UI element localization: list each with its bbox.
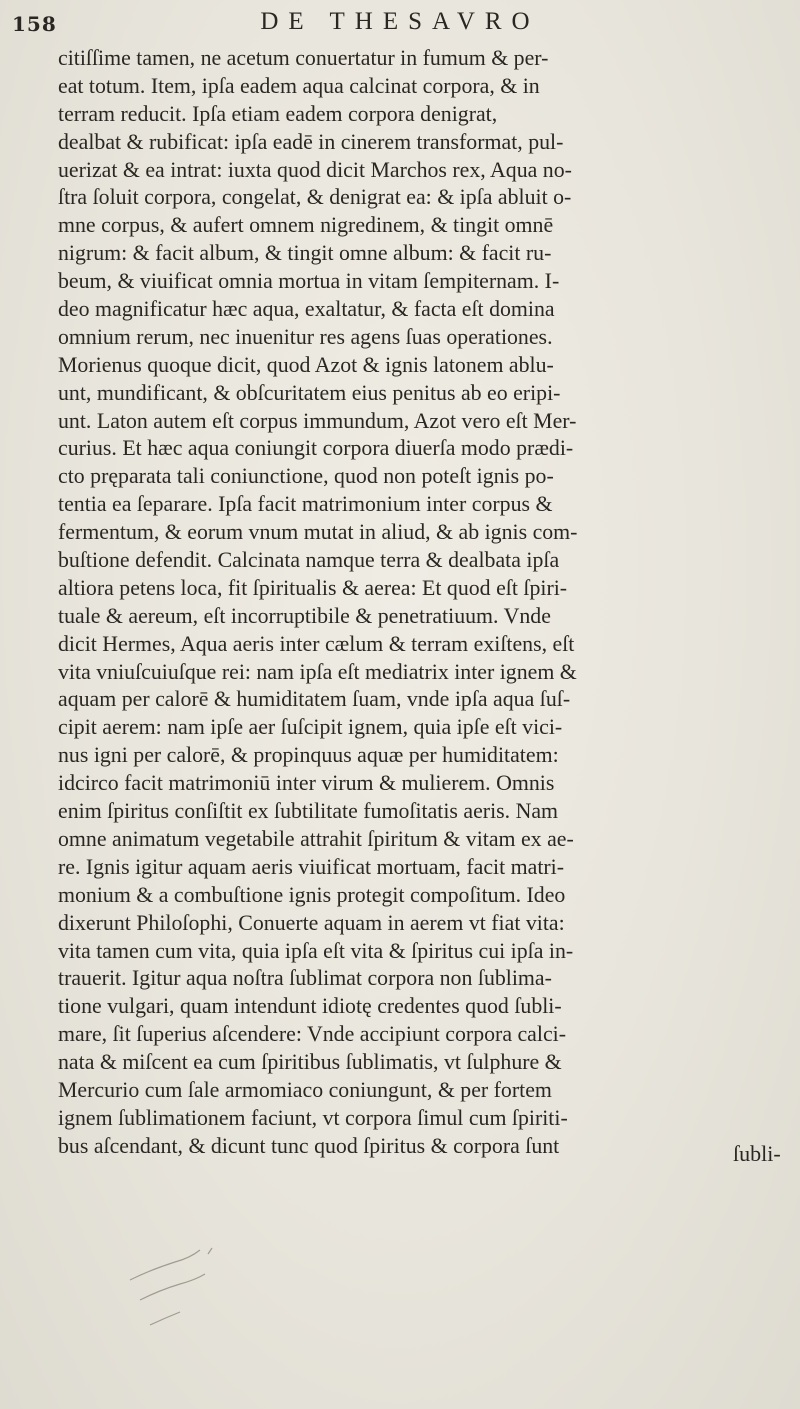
text-line: altiora petens loca, fit ſpiritualis & aerea: Et quod eſt ſpiri- — [58, 574, 568, 600]
text-line: unt. Laton autem eſt corpus immundum, Azot vero eſt Mer- — [58, 407, 577, 433]
text-line: vita vniuſcuiuſque rei: nam ipſa eſt mediatrix inter ignem & — [58, 658, 577, 684]
page-number: 158 — [12, 12, 57, 36]
ink-marks — [120, 1240, 260, 1350]
text-line: mne corpus, & aufert omnem nigredinem, & tingit omnē — [58, 212, 554, 238]
text-line: aquam per calorē & humiditatem ſuam, vnde ipſa aqua ſuſ- — [58, 686, 571, 712]
text-line: nata & miſcent ea cum ſpiritibus ſublimatis, vt ſulphure & — [58, 1049, 562, 1075]
text-line: omne animatum vegetabile attrahit ſpiritum & vitam ex ae- — [58, 825, 574, 851]
text-line: cto pręparata tali coniunctione, quod non poteſt ignis po- — [58, 463, 554, 489]
text-line: nigrum: & facit album, & tingit omne album: & facit ru- — [58, 240, 552, 266]
text-line: mare, ſit ſuperius aſcendere: Vnde accipiunt corpora calci- — [58, 1021, 566, 1047]
text-line: ſtra ſoluit corpora, congelat, & denigrat ea: & ipſa abluit o- — [58, 184, 572, 210]
text-line: beum, & viuificat omnia mortua in vitam ſempiternam. I- — [58, 268, 560, 294]
text-line: dealbat & rubificat: ipſa eadē in cinerem transformat, pul- — [58, 128, 564, 154]
text-line: tuale & aereum, eſt incorruptibile & penetratiuum. Vnde — [58, 602, 551, 628]
text-line: idcirco facit matrimoniū inter virum & mulierem. Omnis — [58, 770, 555, 796]
text-line: unt, mundificant, & obſcuritatem eius penitus ab eo eripi- — [58, 379, 561, 405]
text-line: bus aſcendant, & dicunt tunc quod ſpiritus & corpora ſunt — [58, 1132, 560, 1158]
text-line: fermentum, & eorum vnum mutat in aliud, & ab ignis com- — [58, 519, 578, 545]
text-line: dicit Hermes, Aqua aeris inter cælum & terram exiſtens, eſt — [58, 630, 575, 656]
running-title: DE THESAVRO — [260, 8, 540, 35]
text-line: omnium rerum, nec inuenitur res agens ſuas operationes. — [58, 323, 553, 349]
text-line: trauerit. Igitur aqua noſtra ſublimat corpora non ſublima- — [58, 965, 552, 991]
catchword: ſubli- — [733, 1141, 781, 1166]
text-line: cipit aerem: nam ipſe aer ſuſcipit ignem, quia ipſe eſt vici- — [58, 714, 563, 740]
text-line: uerizat & ea intrat: iuxta quod dicit Marchos rex, Aqua no- — [58, 156, 572, 182]
text-line: re. Ignis igitur aquam aeris viuificat mortuam, facit matri- — [58, 853, 565, 879]
text-line: deo magnificatur hæc aqua, exaltatur, & facta eſt domina — [58, 296, 555, 322]
text-line: Mercurio cum ſale armomiaco coniungunt, & per fortem — [58, 1076, 552, 1102]
page-header — [0, 2, 800, 42]
text-line: vita tamen cum vita, quia ipſa eſt vita & ſpiritus cui ipſa in- — [58, 937, 574, 963]
text-line: eat totum. Item, ipſa eadem aqua calcinat corpora, & in — [58, 72, 540, 98]
text-line: Morienus quoque dicit, quod Azot & ignis latonem ablu- — [58, 351, 554, 377]
text-line: nus igni per calorē, & propinquus aquæ per humiditatem: — [58, 742, 559, 768]
text-line: terram reducit. Ipſa etiam eadem corpora denigrat, — [58, 100, 498, 126]
text-line: citiſſime tamen, ne acetum conuertatur in fumum & per- — [58, 45, 549, 70]
text-line: curius. Et hæc aqua coniungit corpora diuerſa modo prædi- — [58, 435, 574, 461]
text-line: tione vulgari, quam intendunt idiotę credentes quod ſubli- — [58, 993, 562, 1019]
text-line: tentia ea ſeparare. Ipſa facit matrimonium inter corpus & — [58, 491, 553, 517]
body-text — [58, 44, 798, 1160]
text-line: dixerunt Philoſophi, Conuerte aquam in aerem vt fiat vita: — [58, 909, 565, 935]
text-line: ignem ſublimationem faciunt, vt corpora ſimul cum ſpiriti- — [58, 1104, 568, 1130]
text-line: enim ſpiritus conſiſtit ex ſubtilitate fumoſitatis aeris. Nam — [58, 798, 559, 824]
text-line: buſtione defendit. Calcinata namque terra & dealbata ipſa — [58, 547, 560, 573]
text-line: monium & a combuſtione ignis protegit compoſitum. Ideo — [58, 881, 566, 907]
